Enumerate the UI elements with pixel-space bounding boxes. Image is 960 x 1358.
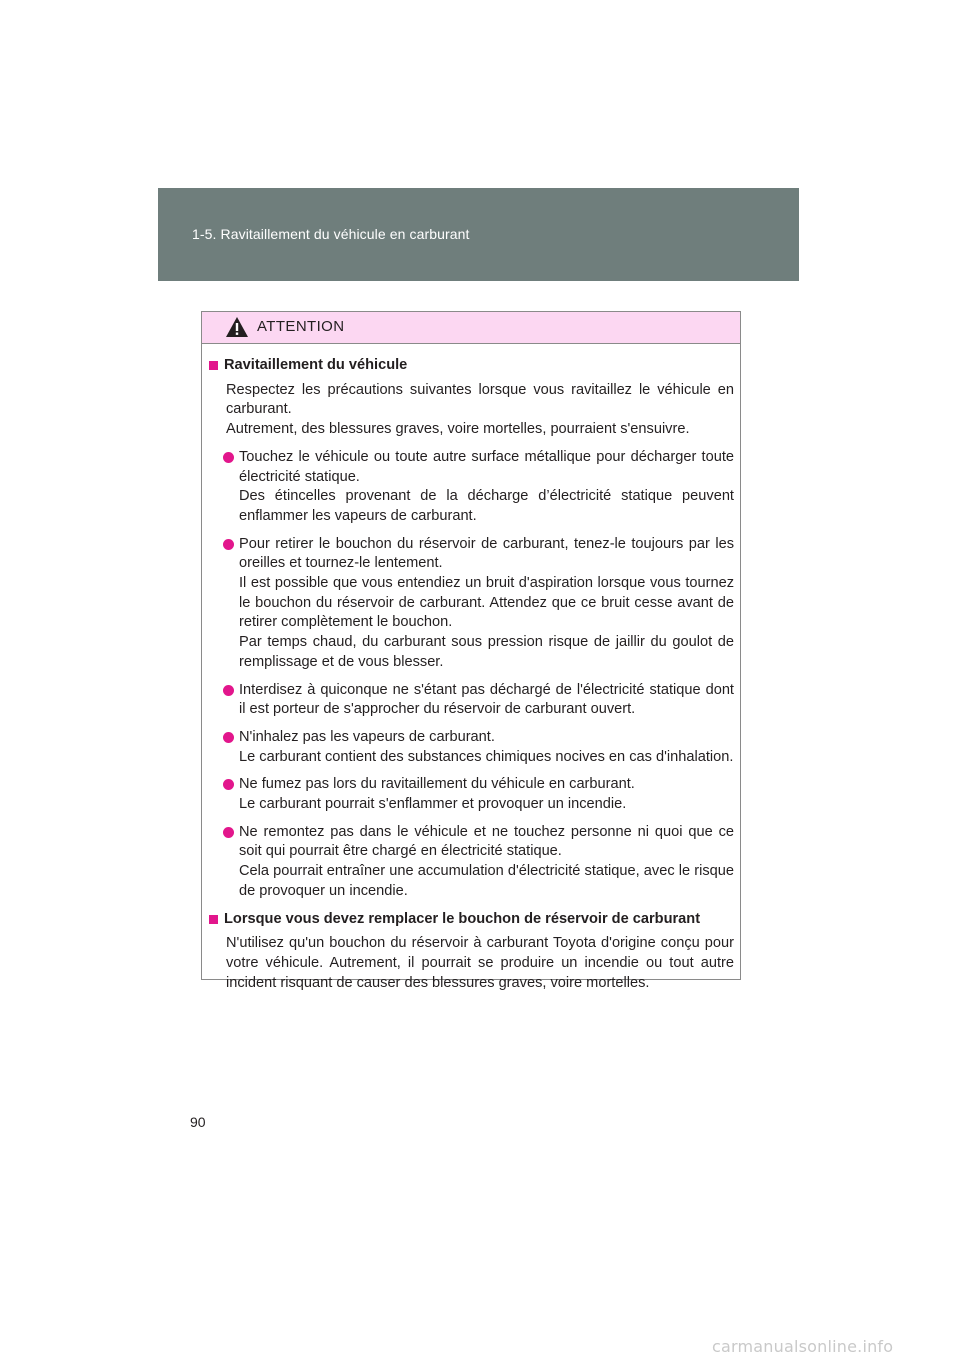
round-bullet-icon <box>223 732 234 743</box>
intro-text: N'utilisez qu'un bouchon du réservoir à carburant Toyota d'origine conçu pour votre véhicule. Autrement, il pourrait se produire un incendie ou tout autre incident risquant de causer des blessures graves, voire mortelles. <box>226 935 734 991</box>
list-item-text: Touchez le véhicule ou toute autre surface métallique pour décharger toute électricité statique. <box>239 448 734 485</box>
list-item-text: Pour retirer le bouchon du réservoir de carburant, tenez-le toujours par les oreilles et tournez-le lentement. <box>239 535 734 572</box>
square-bullet-icon <box>209 361 218 370</box>
list-item <box>208 728 734 767</box>
attention-box <box>201 311 741 991</box>
round-bullet-icon <box>223 827 234 838</box>
round-bullet-icon <box>223 452 234 463</box>
list-item-text: Ne remontez pas dans le véhicule et ne touchez personne ni quoi que ce soit qui pourrait être chargé en électricité statique. <box>239 823 734 860</box>
list-item-text: Ne fumez pas lors du ravitaillement du véhicule en carburant. <box>239 776 635 793</box>
section-heading-text: Lorsque vous devez remplacer le bouchon de réservoir de carburant <box>224 910 701 927</box>
intro-text: Autrement, des blessures graves, voire mortelles, pourraient s'ensuivre. <box>226 421 690 438</box>
list-item-text: Par temps chaud, du carburant sous pression risque de jaillir du goulot de remplissage et de vous blesser. <box>239 634 734 670</box>
section-title: 1-5. Ravitaillement du véhicule en carburant <box>192 226 470 242</box>
list-item <box>208 535 734 673</box>
attention-header <box>202 312 740 344</box>
list-item-text: Le carburant contient des substances chimiques nocives en cas d'inhalation. <box>239 748 734 765</box>
list-item <box>208 823 734 902</box>
section-heading-text: Ravitaillement du véhicule <box>224 357 408 373</box>
page-number: 90 <box>190 1114 206 1130</box>
list-item-text: Cela pourrait entraîner une accumulation d'électricité statique, avec le risque de provoquer un incendie. <box>239 863 734 899</box>
list-item-text: N'inhalez pas les vapeurs de carburant. <box>239 728 495 745</box>
round-bullet-icon <box>223 539 234 550</box>
section-intro <box>208 934 734 993</box>
watermark: carmanualsonline.info <box>712 1337 894 1356</box>
section-heading <box>208 910 734 930</box>
list-item-text: Interdisez à quiconque ne s'étant pas déchargé de l'électricité statique dont il est porteur de s'approcher du réservoir de carburant ouvert. <box>239 681 734 718</box>
square-bullet-icon <box>209 915 218 924</box>
list-item <box>208 681 734 720</box>
list-item <box>208 448 734 527</box>
list-item-text: Il est possible que vous entendiez un bruit d'aspiration lorsque vous tournez le bouchon du réservoir de carburant. Attendez que ce bruit cesse avant de retirer complètement le bouchon. <box>239 575 734 631</box>
list-item-text: Des étincelles provenant de la décharge d’électricité statique peuvent enflammer les vapeurs de carburant. <box>239 488 734 524</box>
attention-label: ATTENTION <box>257 318 345 335</box>
round-bullet-icon <box>223 779 234 790</box>
intro-text: Respectez les précautions suivantes lorsque vous ravitaillez le véhicule en carburant. <box>226 381 734 418</box>
list-item <box>208 775 734 814</box>
section-header-band <box>158 188 799 281</box>
round-bullet-icon <box>223 685 234 696</box>
attention-body <box>202 344 740 993</box>
warning-triangle-icon <box>225 316 249 338</box>
section-heading <box>208 356 734 376</box>
section-intro <box>208 381 734 440</box>
list-item-text: Le carburant pourrait s'enflammer et provoquer un incendie. <box>239 796 627 813</box>
